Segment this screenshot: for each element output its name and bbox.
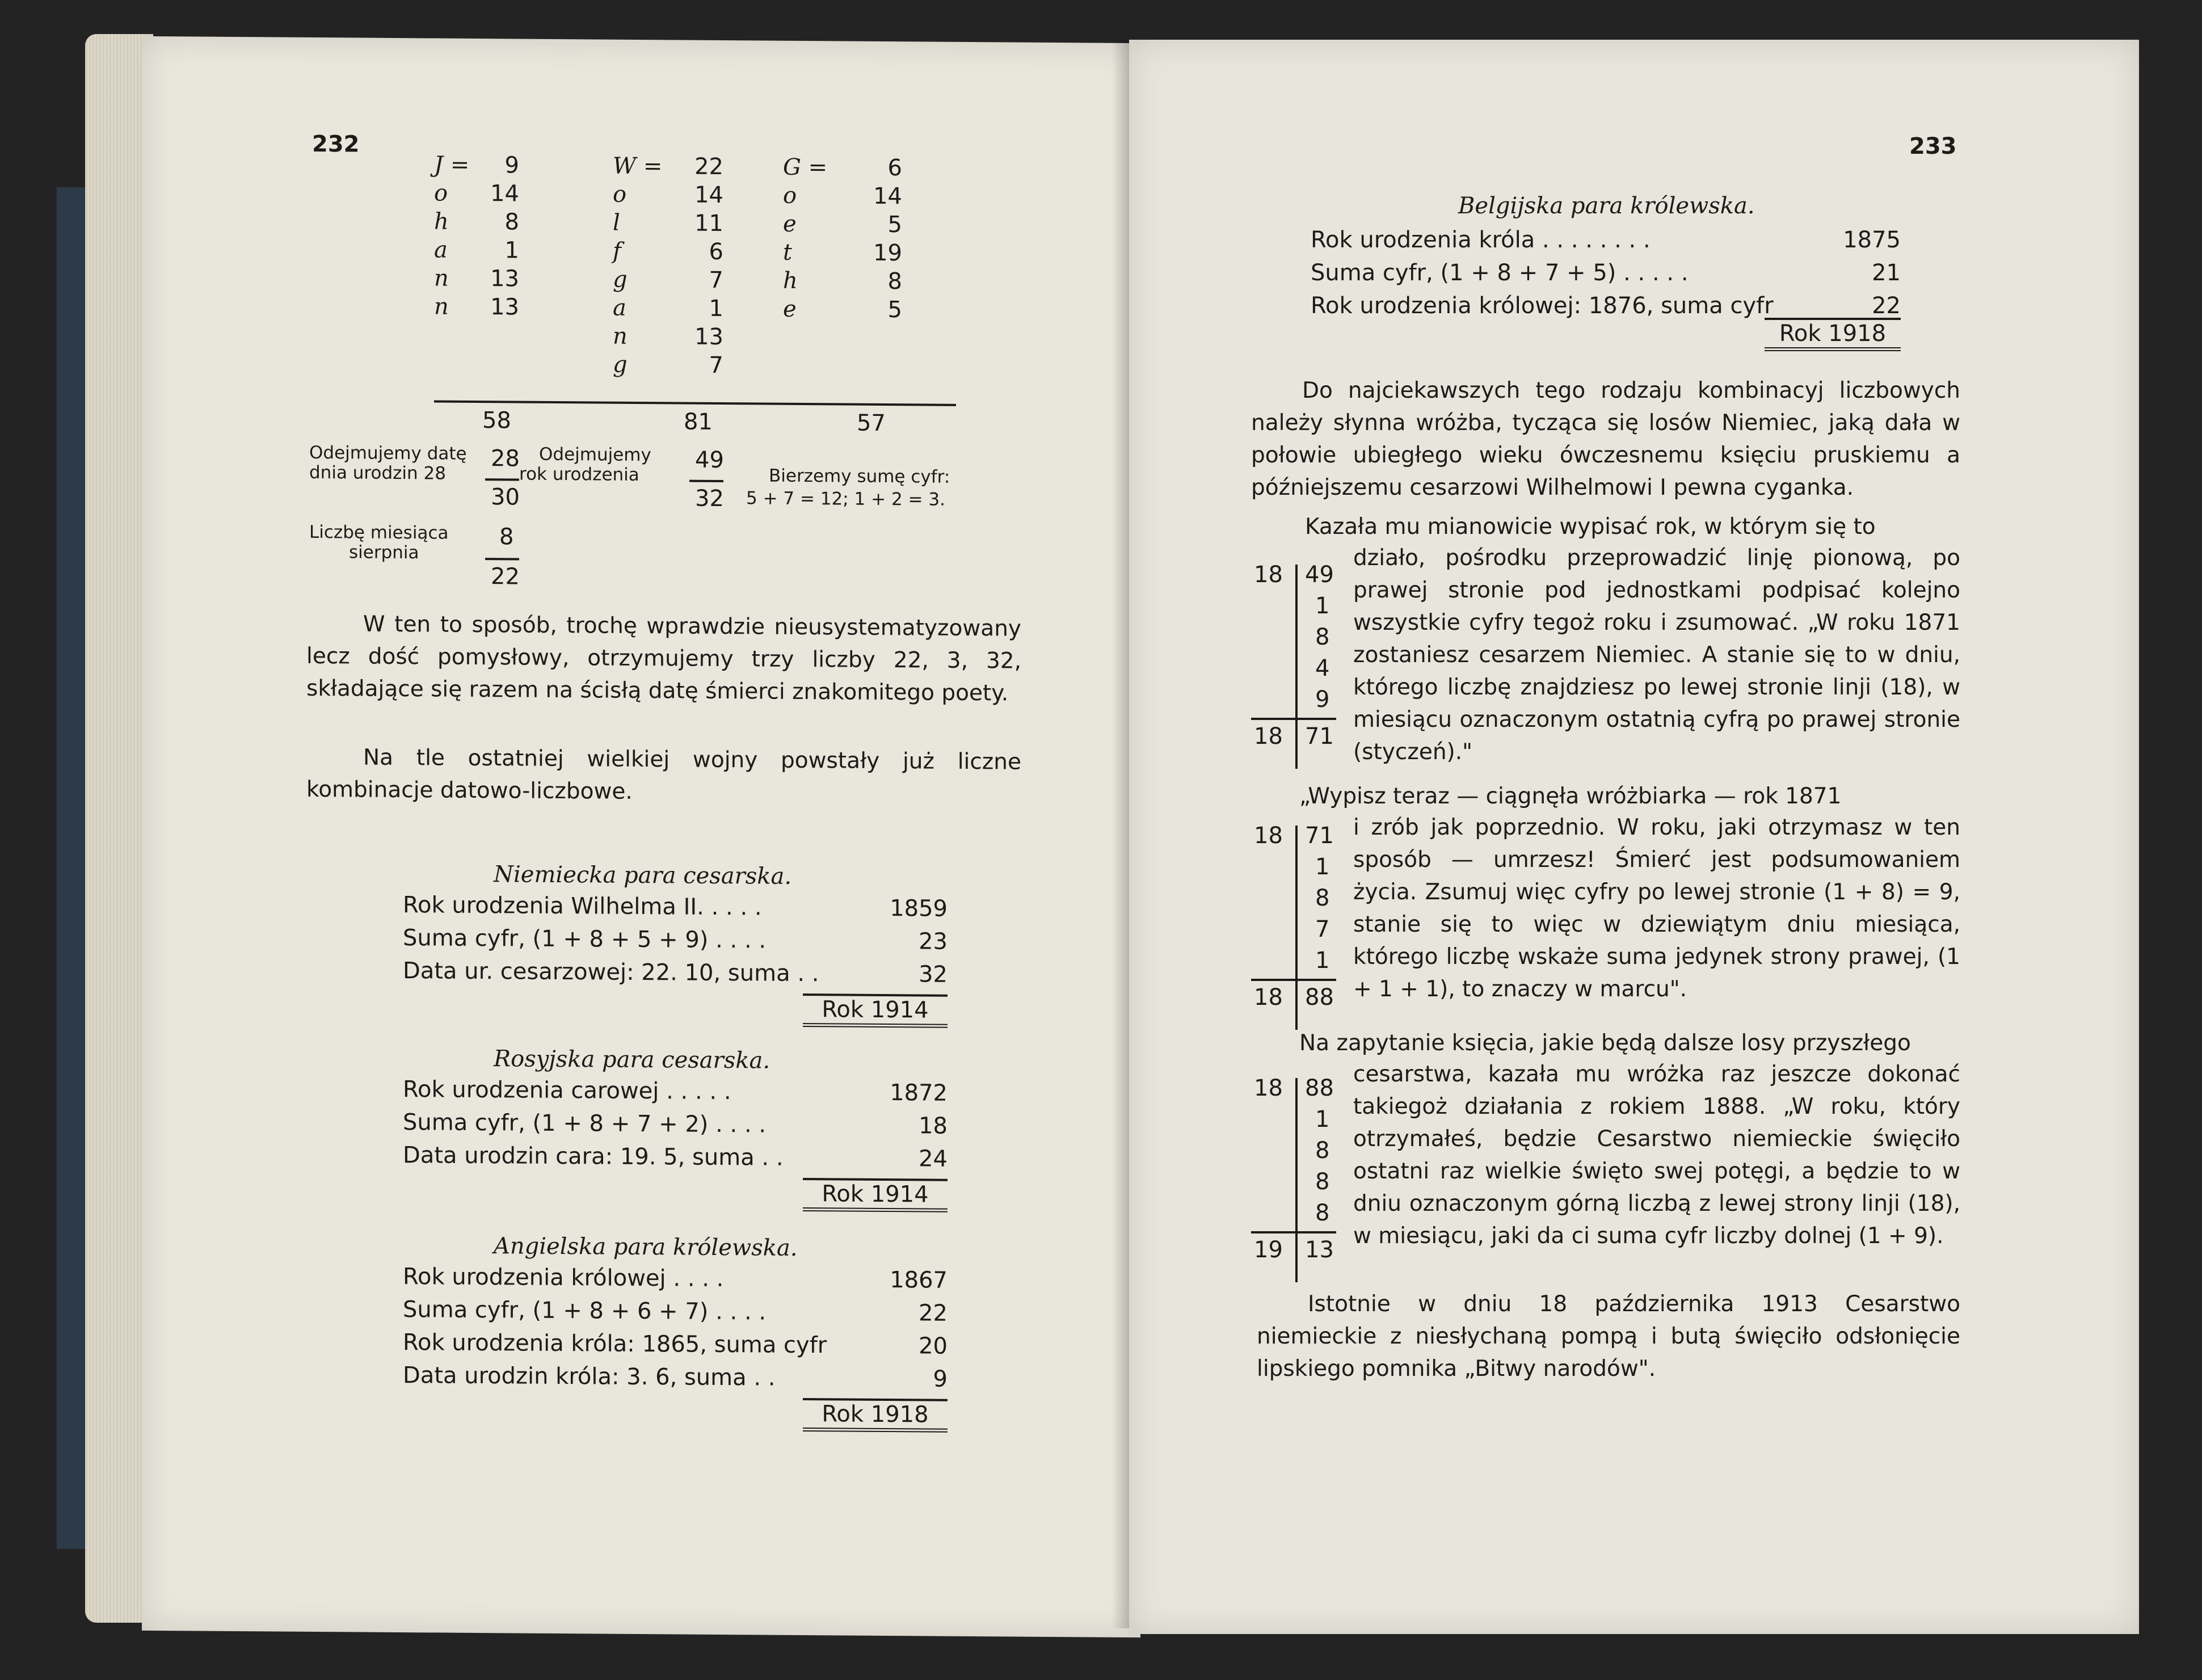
example-line-value: 9	[933, 1366, 948, 1392]
calc-left-number: 18	[1254, 823, 1283, 849]
letter-label: h	[783, 267, 798, 294]
note-value: 28	[491, 445, 520, 472]
letter-label: a	[434, 237, 448, 263]
calc-result-left: 18	[1254, 984, 1283, 1010]
letter-value: 13	[490, 266, 519, 292]
body-paragraph: „Wypisz teraz — ciągnęła wróżbiarka — rok 1871	[1299, 784, 1842, 809]
body-paragraph: działo, pośrodku przeprowadzić linję pionową, po prawej stronie pod jednostkami podpisać kolejno wszystkie cyfry tegoż roku i zsumować. „W roku 1871 zostaniesz cesarzem Niemiec. A stanie się to w dniu, którego liczbę znajdziesz po lewej stronie linji (18), w miesiącu oznaczonym ostatnią cyfrą po prawej stronie (styczeń)."	[1353, 545, 1960, 765]
letter-label: o	[783, 182, 797, 209]
letter-value: 11	[694, 210, 723, 237]
note-text: Liczbę miesiąca	[309, 521, 449, 544]
note-text: Bierzemy sumę cyfr:	[769, 465, 950, 487]
note-result: 32	[695, 485, 724, 512]
letter-value: 7	[709, 352, 723, 379]
letter-value: 8	[887, 268, 902, 295]
calc-sum-rule	[1251, 718, 1336, 720]
calc-result-right: 13	[1305, 1237, 1334, 1263]
example-line-value: 22	[919, 1300, 948, 1327]
total-box: Rok 1918	[1765, 318, 1901, 351]
example-line-label: Suma cyfr, (1 + 8 + 6 + 7) . . . .	[403, 1296, 767, 1325]
letter-label: h	[434, 208, 449, 235]
total-box: Rok 1918	[803, 1398, 948, 1433]
note-result: 22	[491, 563, 520, 590]
example-line-value: 23	[919, 928, 948, 955]
example-line-value: 21	[1872, 260, 1901, 286]
body-paragraph: W ten to sposób, trochę wprawdzie nieusystematyzowany lecz dość pomysłowy, otrzymujemy trzy liczby 22, 3, 32, składające się razem na ścisłą datę śmierci znakomitego poety.	[306, 611, 1021, 706]
calc-vertical-line	[1295, 826, 1298, 1030]
note-text: sierpnia	[349, 542, 419, 563]
letter-value: 5	[887, 297, 902, 323]
example-line-label: Data ur. cesarzowej: 22. 10, suma . .	[403, 958, 819, 987]
calc-digit: 8	[1315, 1138, 1330, 1164]
calc-digit: 8	[1315, 624, 1330, 650]
letter-value: 6	[887, 155, 902, 182]
calc-digit: 8	[1315, 1169, 1330, 1195]
note-value: 8	[499, 524, 514, 550]
letter-label: a	[613, 294, 626, 321]
letter-value: 1	[504, 237, 519, 264]
calc-result-right: 71	[1305, 723, 1334, 750]
example-title: Rosyjska para cesarska.	[494, 1046, 771, 1074]
example-line-label: Rok urodzenia carowej . . . . .	[403, 1076, 731, 1105]
letter-value: 7	[709, 267, 723, 294]
calc-result-right: 88	[1305, 984, 1334, 1010]
table-sum-rule	[434, 400, 956, 406]
example-line-label: Data urodzin cara: 19. 5, suma . .	[403, 1142, 784, 1171]
letter-label: J =	[434, 151, 470, 178]
example-line-value: 20	[919, 1333, 948, 1359]
calc-left-number: 18	[1254, 562, 1283, 588]
letter-label: o	[613, 181, 627, 208]
subtract-rule	[485, 478, 519, 481]
letter-value: 19	[873, 239, 902, 267]
calc-digit: 1	[1315, 593, 1330, 619]
body-paragraph: Do najciekawszych tego rodzaju kombinacyj liczbowych należy słynna wróżba, tycząca się losów Niemiec, jaką dała w połowie ubiegłego wieku ówczesnemu księciu pruskiemu a późniejszemu cesarzowi Wilhelmowi I pewna cyganka.	[1251, 378, 1960, 500]
calc-digit: 4	[1315, 655, 1330, 681]
example-line-value: 24	[919, 1146, 948, 1172]
letter-value: 6	[709, 238, 723, 266]
body-paragraph: Istotnie w dniu 18 października 1913 Cesarstwo niemieckie z niesłychaną pompą i butą święciło odsłonięcie lipskiego pomnika „Bitwy narodów".	[1257, 1291, 1960, 1382]
calc-right-number: 88	[1305, 1075, 1334, 1101]
letter-value: 13	[694, 323, 723, 351]
total-box: Rok 1914	[803, 1178, 948, 1212]
calc-digit: 8	[1315, 1200, 1330, 1226]
letter-label: n	[613, 323, 628, 350]
calc-result-left: 19	[1254, 1237, 1283, 1263]
letter-label: e	[783, 296, 797, 322]
calc-digit: 1	[1315, 1106, 1330, 1132]
letter-value: 1	[709, 295, 723, 322]
body-paragraph: i zrób jak poprzednio. W roku, jaki otrzymasz w ten sposób — umrzesz! Śmierć jest podsumowaniem życia. Zsumuj więc cyfry po lewej stronie (1 + 8) = 9, stanie się to więc w dziewiątym dniu miesiąca, którego liczbę wskaże suma jedynek strony prawej, (1 + 1 + 1), to znaczy w marcu".	[1353, 815, 1960, 1002]
example-line-label: Rok urodzenia króla . . . . . . . .	[1311, 227, 1651, 253]
calc-sum-rule	[1251, 979, 1336, 981]
letter-label: f	[613, 238, 621, 264]
letter-value: 13	[490, 294, 519, 321]
calc-vertical-line	[1295, 1078, 1298, 1282]
letter-value: 9	[504, 152, 519, 179]
calc-result-left: 18	[1254, 723, 1283, 750]
body-paragraph: Kazała mu mianowicie wypisać rok, w którym się to	[1305, 514, 1876, 540]
letter-label: e	[783, 210, 797, 237]
example-title: Belgijska para królewska.	[1458, 193, 1755, 219]
letter-value: 5	[887, 212, 902, 238]
note-text: 5 + 7 = 12; 1 + 2 = 3.	[746, 488, 945, 510]
example-title: Angielska para królewska.	[494, 1233, 798, 1261]
letter-label: t	[783, 239, 793, 266]
subtract-rule	[485, 558, 519, 560]
example-line-label: Suma cyfr, (1 + 8 + 7 + 2) . . . .	[403, 1109, 767, 1138]
letter-value: 14	[694, 182, 723, 209]
page-number: 232	[312, 130, 360, 158]
example-line-value: 18	[919, 1113, 948, 1139]
example-line-label: Suma cyfr, (1 + 8 + 7 + 5) . . . . .	[1311, 260, 1689, 286]
example-line-value: 32	[919, 961, 948, 988]
example-line-label: Suma cyfr, (1 + 8 + 5 + 9) . . . .	[403, 925, 767, 954]
total-box: Rok 1914	[803, 993, 948, 1028]
letter-value: 14	[490, 180, 519, 207]
example-line-value: 1867	[890, 1267, 948, 1294]
left-page	[142, 36, 1140, 1637]
calc-digit: 9	[1315, 687, 1330, 713]
note-text: dnia urodzin 28	[309, 462, 446, 484]
example-line-value: 1859	[890, 895, 948, 922]
example-line-value: 1872	[890, 1080, 948, 1106]
note-value: 49	[695, 447, 724, 474]
example-title: Niemiecka para cesarska.	[494, 861, 792, 890]
letter-label: n	[434, 293, 449, 320]
letter-value: 14	[873, 183, 902, 210]
calc-digit: 8	[1315, 885, 1330, 911]
body-paragraph: cesarstwa, kazała mu wróżka raz jeszcze dokonać takiegoż działania z rokiem 1888. „W roku, który otrzymałeś, będzie Cesarstwo niemieckie święciło ostatni raz wielkie święto swej potęgi, a będzie to w dniu oznaczonym górną liczbą z lewej strony linji (18), w miesiącu, jaki da ci suma cyfr liczby dolnej (1 + 9).	[1353, 1062, 1960, 1249]
calc-sum-rule	[1251, 1231, 1336, 1233]
letter-label: l	[613, 209, 620, 236]
calc-digit: 7	[1315, 916, 1330, 942]
note-text: Odejmujemy	[539, 444, 651, 466]
letter-label: g	[613, 266, 628, 293]
note-text: rok urodzenia	[519, 464, 639, 485]
calc-right-number: 71	[1305, 823, 1334, 849]
column-sum: 81	[684, 409, 713, 435]
letter-label: n	[434, 265, 449, 292]
letter-value: 8	[504, 209, 519, 235]
calc-digit: 1	[1315, 854, 1330, 880]
letter-value: 22	[694, 153, 723, 180]
right-page	[1129, 40, 2139, 1634]
calc-digit: 1	[1315, 948, 1330, 974]
letter-label: G =	[783, 154, 828, 181]
page-number: 233	[1909, 133, 1957, 159]
example-line-value: 1875	[1843, 227, 1901, 253]
letter-label: W =	[613, 153, 663, 180]
calc-right-number: 49	[1305, 562, 1334, 588]
calc-left-number: 18	[1254, 1075, 1283, 1101]
note-result: 30	[491, 484, 520, 511]
subtract-rule	[689, 480, 723, 482]
example-line-label: Rok urodzenia Wilhelma II. . . . .	[403, 892, 762, 921]
body-paragraph: Na tle ostatniej wielkiej wojny powstały już liczne kombinacje datowo-liczbowe.	[306, 744, 1021, 805]
calc-vertical-line	[1295, 565, 1298, 769]
example-line-label: Rok urodzenia królowej . . . .	[403, 1264, 724, 1292]
column-sum: 58	[482, 407, 511, 434]
column-sum: 57	[857, 410, 886, 437]
body-paragraph: Na zapytanie księcia, jakie będą dalsze losy przyszłego	[1299, 1030, 1911, 1056]
letter-label: g	[613, 351, 628, 378]
example-line-label: Rok urodzenia króla: 1865, suma cyfr	[403, 1329, 827, 1359]
example-line-label: Rok urodzenia królowej: 1876, suma cyfr	[1311, 293, 1774, 319]
note-text: Odejmujemy datę	[309, 442, 467, 464]
example-line-value: 22	[1872, 293, 1901, 319]
letter-label: o	[434, 180, 448, 207]
example-line-label: Data urodzin króla: 3. 6, suma . .	[403, 1362, 776, 1391]
